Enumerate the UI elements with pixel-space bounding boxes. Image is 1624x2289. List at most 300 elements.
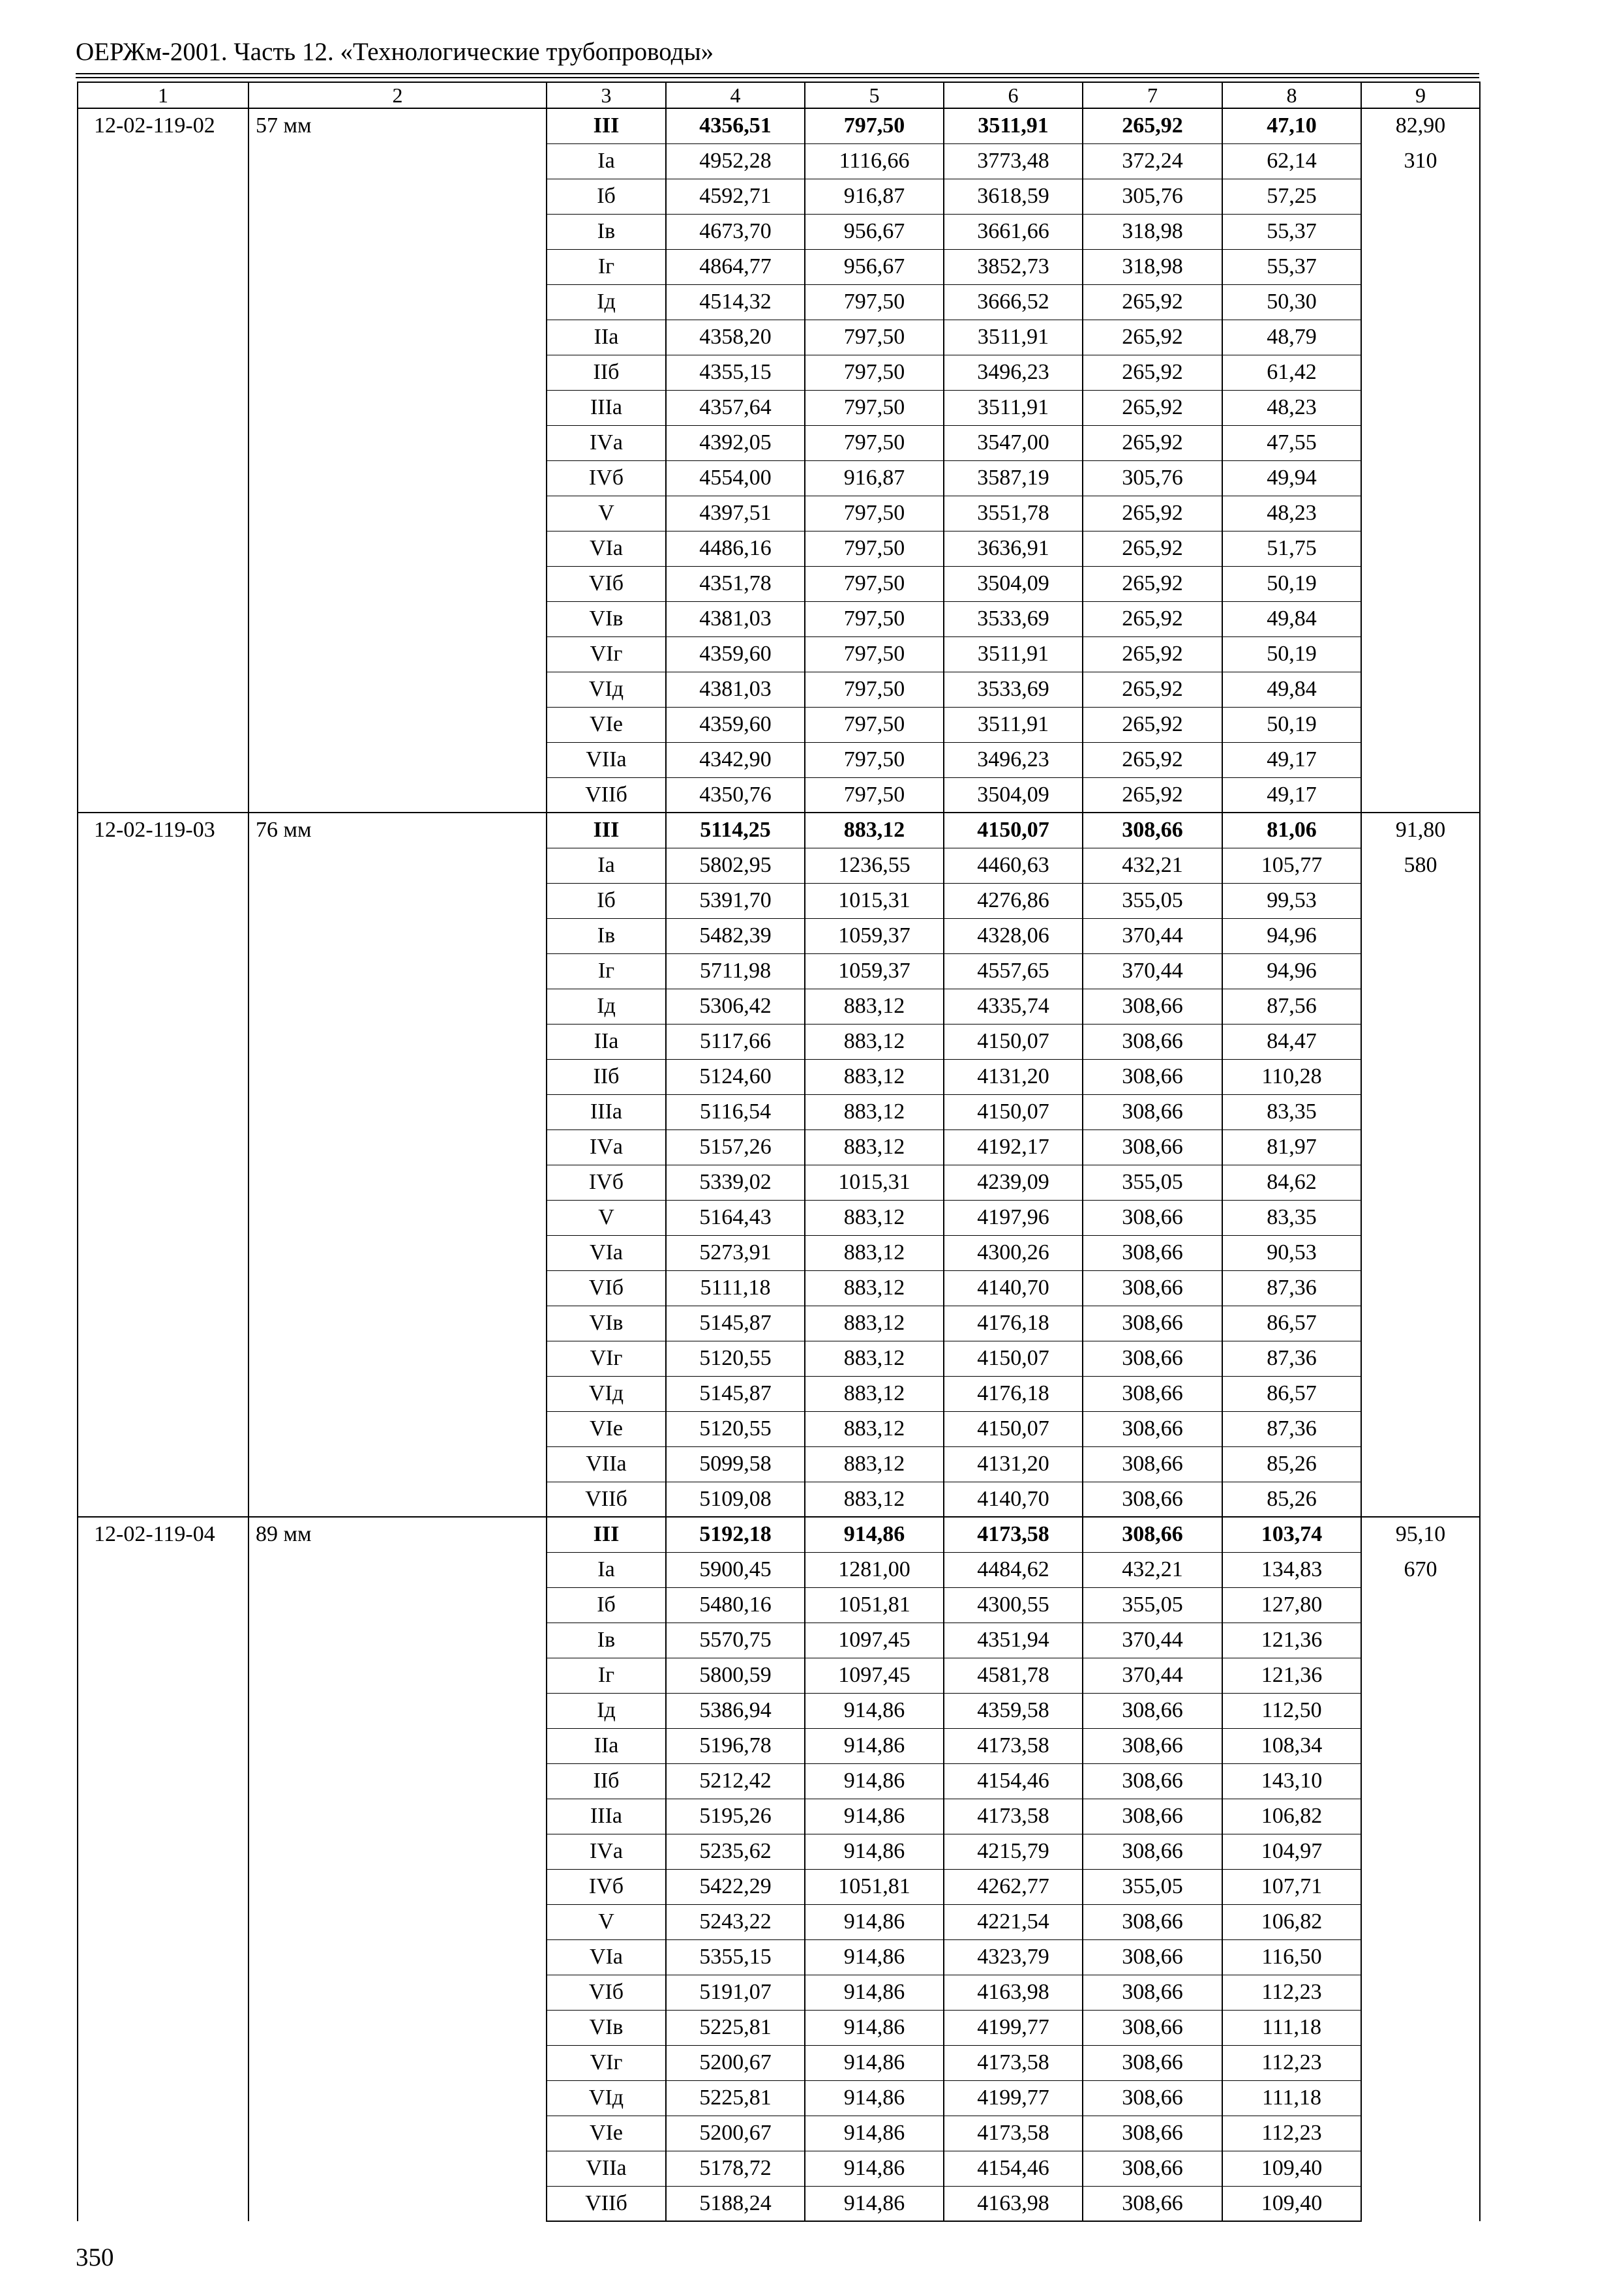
- region-zone: Iв: [547, 918, 666, 953]
- operator-labor-cost: 432,21: [1083, 848, 1222, 883]
- operator-labor-cost: 308,66: [1083, 1446, 1222, 1482]
- material-cost: 134,83: [1222, 1552, 1361, 1587]
- material-cost: 94,96: [1222, 918, 1361, 953]
- labor-cost: 883,12: [805, 1482, 944, 1517]
- region-zone: IVб: [547, 1869, 666, 1904]
- pipe-diameter: 89 мм: [248, 1517, 547, 2221]
- labor-cost: 797,50: [805, 320, 944, 355]
- total-cost: 5109,08: [666, 1482, 805, 1517]
- material-cost: 103,74: [1222, 1517, 1361, 1552]
- machine-cost: 4150,07: [944, 1411, 1083, 1446]
- machine-cost: 3504,09: [944, 777, 1083, 813]
- operator-labor-cost: 308,66: [1083, 813, 1222, 848]
- material-cost: 127,80: [1222, 1587, 1361, 1623]
- page-number: 350: [76, 2243, 114, 2271]
- labor-cost: 797,50: [805, 601, 944, 636]
- machine-cost: 4328,06: [944, 918, 1083, 953]
- column-number: 5: [805, 82, 944, 108]
- labor-cost: 797,50: [805, 284, 944, 320]
- labor-and-machine-summary: [1361, 813, 1480, 1517]
- material-cost: 55,37: [1222, 214, 1361, 249]
- region-zone: VIг: [547, 1341, 666, 1376]
- material-cost: 90,53: [1222, 1235, 1361, 1270]
- total-cost: 5391,70: [666, 883, 805, 918]
- material-cost: 112,23: [1222, 2116, 1361, 2151]
- region-zone: Iв: [547, 214, 666, 249]
- material-cost: 121,36: [1222, 1658, 1361, 1693]
- operator-labor-cost: 308,66: [1083, 1376, 1222, 1411]
- operator-labor-cost: 372,24: [1083, 143, 1222, 179]
- operator-labor-cost: 308,66: [1083, 2045, 1222, 2080]
- total-cost: 5482,39: [666, 918, 805, 953]
- material-cost: 85,26: [1222, 1482, 1361, 1517]
- machine-cost: 3504,09: [944, 566, 1083, 601]
- labor-cost: 1116,66: [805, 143, 944, 179]
- material-cost: 86,57: [1222, 1306, 1361, 1341]
- total-cost: 5200,67: [666, 2116, 805, 2151]
- machine-cost: 4300,55: [944, 1587, 1083, 1623]
- total-cost: 4397,51: [666, 496, 805, 531]
- region-zone: III: [547, 813, 666, 848]
- material-cost: 81,97: [1222, 1130, 1361, 1165]
- operator-labor-cost: 308,66: [1083, 989, 1222, 1024]
- region-zone: Iг: [547, 953, 666, 989]
- operator-labor-cost: 265,92: [1083, 531, 1222, 566]
- labor-cost: 1281,00: [805, 1552, 944, 1587]
- machine-cost: 3661,66: [944, 214, 1083, 249]
- region-zone: III: [547, 108, 666, 143]
- labor-cost: 1051,81: [805, 1869, 944, 1904]
- operator-labor-cost: 355,05: [1083, 1165, 1222, 1200]
- labor-cost: 797,50: [805, 672, 944, 707]
- region-zone: Iа: [547, 143, 666, 179]
- labor-cost: 883,12: [805, 1341, 944, 1376]
- labor-cost: 914,86: [805, 1904, 944, 1939]
- operator-labor-cost: 265,92: [1083, 707, 1222, 742]
- total-cost: 5422,29: [666, 1869, 805, 1904]
- region-zone: VIIб: [547, 2186, 666, 2221]
- total-cost: 5212,42: [666, 1763, 805, 1799]
- operator-labor-cost: 308,66: [1083, 1904, 1222, 1939]
- machine-cost: 4173,58: [944, 2045, 1083, 2080]
- machine-cost: 4581,78: [944, 1658, 1083, 1693]
- mass-value: 310: [1404, 149, 1437, 173]
- header-rule-top: [76, 73, 1479, 74]
- labor-cost: 883,12: [805, 1024, 944, 1059]
- total-cost: 5802,95: [666, 848, 805, 883]
- material-cost: 49,17: [1222, 742, 1361, 777]
- machine-cost: 3636,91: [944, 531, 1083, 566]
- operator-labor-cost: 308,66: [1083, 1306, 1222, 1341]
- machine-cost: 3496,23: [944, 742, 1083, 777]
- machine-cost: 3511,91: [944, 320, 1083, 355]
- table-row: [78, 1517, 1480, 1552]
- material-cost: 48,23: [1222, 496, 1361, 531]
- total-cost: 5191,07: [666, 1975, 805, 2010]
- region-zone: Iб: [547, 1587, 666, 1623]
- total-cost: 4350,76: [666, 777, 805, 813]
- labor-cost: 797,50: [805, 636, 944, 672]
- total-cost: 4351,78: [666, 566, 805, 601]
- total-cost: 5099,58: [666, 1446, 805, 1482]
- machine-cost: 4140,70: [944, 1482, 1083, 1517]
- machine-cost: 4323,79: [944, 1939, 1083, 1975]
- labor-cost: 883,12: [805, 1306, 944, 1341]
- machine-cost: 3547,00: [944, 425, 1083, 460]
- labor-cost: 914,86: [805, 2080, 944, 2116]
- rate-code: 12-02-119-04: [78, 1517, 248, 2221]
- labor-cost: 1236,55: [805, 848, 944, 883]
- region-zone: VIд: [547, 2080, 666, 2116]
- labor-cost: 883,12: [805, 1446, 944, 1482]
- total-cost: 5480,16: [666, 1587, 805, 1623]
- machine-cost: 3496,23: [944, 355, 1083, 390]
- material-cost: 121,36: [1222, 1623, 1361, 1658]
- total-cost: 5117,66: [666, 1024, 805, 1059]
- material-cost: 99,53: [1222, 883, 1361, 918]
- material-cost: 48,23: [1222, 390, 1361, 425]
- total-cost: 5188,24: [666, 2186, 805, 2221]
- region-zone: VIб: [547, 566, 666, 601]
- material-cost: 48,79: [1222, 320, 1361, 355]
- region-zone: IIа: [547, 320, 666, 355]
- material-cost: 84,47: [1222, 1024, 1361, 1059]
- total-cost: 5145,87: [666, 1306, 805, 1341]
- operator-labor-cost: 370,44: [1083, 1658, 1222, 1693]
- operator-labor-cost: 308,66: [1083, 1834, 1222, 1869]
- operator-labor-cost: 308,66: [1083, 2116, 1222, 2151]
- operator-labor-cost: 305,76: [1083, 179, 1222, 214]
- operator-labor-cost: 308,66: [1083, 1517, 1222, 1552]
- labor-cost: 797,50: [805, 390, 944, 425]
- operator-labor-cost: 308,66: [1083, 1024, 1222, 1059]
- rate-code: 12-02-119-03: [78, 813, 248, 1517]
- total-cost: 4342,90: [666, 742, 805, 777]
- total-cost: 5355,15: [666, 1939, 805, 1975]
- labor-cost: 914,86: [805, 1975, 944, 2010]
- column-number: 2: [248, 82, 547, 108]
- material-cost: 107,71: [1222, 1869, 1361, 1904]
- material-cost: 50,19: [1222, 636, 1361, 672]
- region-zone: Iд: [547, 1693, 666, 1728]
- operator-labor-cost: 308,66: [1083, 1270, 1222, 1306]
- region-zone: IIа: [547, 1728, 666, 1763]
- labor-cost: 797,50: [805, 355, 944, 390]
- mass-value: 580: [1404, 853, 1437, 877]
- labor-cost: 914,86: [805, 1834, 944, 1869]
- labor-cost: 956,67: [805, 249, 944, 284]
- machine-cost: 4192,17: [944, 1130, 1083, 1165]
- labor-cost: 797,50: [805, 425, 944, 460]
- labor-and-machine-summary: [1361, 108, 1480, 813]
- material-cost: 104,97: [1222, 1834, 1361, 1869]
- labor-cost: 797,50: [805, 707, 944, 742]
- labor-cost: 883,12: [805, 1200, 944, 1235]
- total-cost: 5145,87: [666, 1376, 805, 1411]
- operator-labor-cost: 355,05: [1083, 1869, 1222, 1904]
- machine-cost: 4154,46: [944, 2151, 1083, 2186]
- operator-labor-cost: 308,66: [1083, 2151, 1222, 2186]
- labor-cost: 883,12: [805, 1130, 944, 1165]
- machine-cost: 3666,52: [944, 284, 1083, 320]
- operator-labor-cost: 305,76: [1083, 460, 1222, 496]
- total-cost: 5235,62: [666, 1834, 805, 1869]
- column-number: 7: [1083, 82, 1222, 108]
- rates-table-body: [78, 82, 1480, 2221]
- machine-cost: 4131,20: [944, 1446, 1083, 1482]
- labor-cost: 797,50: [805, 566, 944, 601]
- total-cost: 5225,81: [666, 2010, 805, 2045]
- region-zone: VIв: [547, 1306, 666, 1341]
- region-zone: III: [547, 1517, 666, 1552]
- operator-labor-cost: 265,92: [1083, 390, 1222, 425]
- total-cost: 4392,05: [666, 425, 805, 460]
- labor-cost: 883,12: [805, 1411, 944, 1446]
- total-cost: 4514,32: [666, 284, 805, 320]
- region-zone: VIб: [547, 1270, 666, 1306]
- material-cost: 108,34: [1222, 1728, 1361, 1763]
- column-number: 8: [1222, 82, 1361, 108]
- operator-labor-cost: 308,66: [1083, 1235, 1222, 1270]
- labor-cost: 914,86: [805, 2010, 944, 2045]
- labor-cost: 914,86: [805, 2151, 944, 2186]
- material-cost: 87,36: [1222, 1270, 1361, 1306]
- material-cost: 111,18: [1222, 2010, 1361, 2045]
- material-cost: 55,37: [1222, 249, 1361, 284]
- machine-cost: 4150,07: [944, 1024, 1083, 1059]
- machine-cost: 3773,48: [944, 143, 1083, 179]
- total-cost: 5339,02: [666, 1165, 805, 1200]
- labor-and-machine-summary: [1361, 1517, 1480, 2221]
- region-zone: IIа: [547, 1024, 666, 1059]
- material-cost: 62,14: [1222, 143, 1361, 179]
- labor-cost: 956,67: [805, 214, 944, 249]
- labor-cost: 1059,37: [805, 918, 944, 953]
- region-zone: VIг: [547, 2045, 666, 2080]
- machine-cost: 4131,20: [944, 1059, 1083, 1094]
- total-cost: 5164,43: [666, 1200, 805, 1235]
- total-cost: 4381,03: [666, 672, 805, 707]
- operator-labor-cost: 308,66: [1083, 1059, 1222, 1094]
- material-cost: 49,84: [1222, 601, 1361, 636]
- region-zone: V: [547, 1200, 666, 1235]
- labor-cost: 914,86: [805, 2116, 944, 2151]
- operator-labor-cost: 265,92: [1083, 777, 1222, 813]
- labor-cost: 914,86: [805, 1517, 944, 1552]
- total-cost: 4952,28: [666, 143, 805, 179]
- machine-cost: 3618,59: [944, 179, 1083, 214]
- operator-labor-cost: 370,44: [1083, 918, 1222, 953]
- total-cost: 4357,64: [666, 390, 805, 425]
- operator-labor-cost: 308,66: [1083, 1341, 1222, 1376]
- region-zone: VIа: [547, 1235, 666, 1270]
- table-row: [78, 108, 1480, 143]
- region-zone: IIIа: [547, 1799, 666, 1834]
- column-number: 3: [547, 82, 666, 108]
- labor-cost: 914,86: [805, 1799, 944, 1834]
- material-cost: 84,62: [1222, 1165, 1361, 1200]
- machine-cost: 3511,91: [944, 636, 1083, 672]
- operator-labor-cost: 318,98: [1083, 214, 1222, 249]
- material-cost: 49,94: [1222, 460, 1361, 496]
- region-zone: IVб: [547, 460, 666, 496]
- operator-labor-cost: 265,92: [1083, 601, 1222, 636]
- labor-cost: 1015,31: [805, 883, 944, 918]
- machine-cost: 4176,18: [944, 1376, 1083, 1411]
- table-row: [78, 813, 1480, 848]
- total-cost: 5306,42: [666, 989, 805, 1024]
- machine-cost: 4276,86: [944, 883, 1083, 918]
- labor-cost: 883,12: [805, 1059, 944, 1094]
- header-rule-bottom: [76, 77, 1479, 78]
- labor-cost: 1059,37: [805, 953, 944, 989]
- machine-cost: 4150,07: [944, 1341, 1083, 1376]
- material-cost: 47,55: [1222, 425, 1361, 460]
- machine-cost: 4150,07: [944, 813, 1083, 848]
- labor-hours-value: 91,80: [1395, 818, 1446, 842]
- machine-cost: 4199,77: [944, 2010, 1083, 2045]
- material-cost: 116,50: [1222, 1939, 1361, 1975]
- total-cost: 5157,26: [666, 1130, 805, 1165]
- labor-cost: 914,86: [805, 1728, 944, 1763]
- material-cost: 57,25: [1222, 179, 1361, 214]
- machine-cost: 4351,94: [944, 1623, 1083, 1658]
- total-cost: 5711,98: [666, 953, 805, 989]
- region-zone: IIIа: [547, 390, 666, 425]
- total-cost: 5111,18: [666, 1270, 805, 1306]
- region-zone: IVа: [547, 425, 666, 460]
- region-zone: V: [547, 496, 666, 531]
- operator-labor-cost: 265,92: [1083, 320, 1222, 355]
- operator-labor-cost: 265,92: [1083, 742, 1222, 777]
- machine-cost: 4199,77: [944, 2080, 1083, 2116]
- total-cost: 4554,00: [666, 460, 805, 496]
- material-cost: 109,40: [1222, 2186, 1361, 2221]
- region-zone: VIIб: [547, 1482, 666, 1517]
- region-zone: Iг: [547, 249, 666, 284]
- region-zone: VIб: [547, 1975, 666, 2010]
- labor-cost: 883,12: [805, 1376, 944, 1411]
- machine-cost: 3551,78: [944, 496, 1083, 531]
- region-zone: IVб: [547, 1165, 666, 1200]
- machine-cost: 3587,19: [944, 460, 1083, 496]
- region-zone: IIб: [547, 1059, 666, 1094]
- region-zone: Iд: [547, 284, 666, 320]
- region-zone: V: [547, 1904, 666, 1939]
- total-cost: 5800,59: [666, 1658, 805, 1693]
- material-cost: 110,28: [1222, 1059, 1361, 1094]
- machine-cost: 4173,58: [944, 1728, 1083, 1763]
- region-zone: VIIа: [547, 2151, 666, 2186]
- labor-cost: 916,87: [805, 460, 944, 496]
- region-zone: VIе: [547, 707, 666, 742]
- machine-cost: 4154,46: [944, 1763, 1083, 1799]
- column-number-row: [78, 82, 1480, 108]
- operator-labor-cost: 308,66: [1083, 2080, 1222, 2116]
- labor-cost: 883,12: [805, 1235, 944, 1270]
- machine-cost: 4215,79: [944, 1834, 1083, 1869]
- column-number: 1: [78, 82, 248, 108]
- total-cost: 5273,91: [666, 1235, 805, 1270]
- region-zone: IIIа: [547, 1094, 666, 1130]
- labor-cost: 914,86: [805, 1693, 944, 1728]
- labor-cost: 883,12: [805, 1270, 944, 1306]
- operator-labor-cost: 308,66: [1083, 2010, 1222, 2045]
- operator-labor-cost: 265,92: [1083, 284, 1222, 320]
- material-cost: 106,82: [1222, 1799, 1361, 1834]
- labor-cost: 883,12: [805, 989, 944, 1024]
- operator-labor-cost: 265,92: [1083, 566, 1222, 601]
- material-cost: 105,77: [1222, 848, 1361, 883]
- labor-hours-value: 82,90: [1395, 113, 1446, 138]
- machine-cost: 3533,69: [944, 672, 1083, 707]
- labor-cost: 1097,45: [805, 1658, 944, 1693]
- material-cost: 81,06: [1222, 813, 1361, 848]
- total-cost: 4486,16: [666, 531, 805, 566]
- material-cost: 50,30: [1222, 284, 1361, 320]
- operator-labor-cost: 370,44: [1083, 953, 1222, 989]
- total-cost: 4355,15: [666, 355, 805, 390]
- machine-cost: 4239,09: [944, 1165, 1083, 1200]
- labor-cost: 1097,45: [805, 1623, 944, 1658]
- machine-cost: 4557,65: [944, 953, 1083, 989]
- total-cost: 5116,54: [666, 1094, 805, 1130]
- total-cost: 4359,60: [666, 636, 805, 672]
- total-cost: 5570,75: [666, 1623, 805, 1658]
- material-cost: 112,23: [1222, 1975, 1361, 2010]
- region-zone: Iб: [547, 179, 666, 214]
- total-cost: 4592,71: [666, 179, 805, 214]
- machine-cost: 4140,70: [944, 1270, 1083, 1306]
- operator-labor-cost: 308,66: [1083, 1411, 1222, 1446]
- material-cost: 61,42: [1222, 355, 1361, 390]
- labor-cost: 797,50: [805, 742, 944, 777]
- machine-cost: 4163,98: [944, 1975, 1083, 2010]
- region-zone: Iа: [547, 1552, 666, 1587]
- material-cost: 86,57: [1222, 1376, 1361, 1411]
- labor-cost: 914,86: [805, 2045, 944, 2080]
- operator-labor-cost: 265,92: [1083, 355, 1222, 390]
- machine-cost: 4300,26: [944, 1235, 1083, 1270]
- material-cost: 94,96: [1222, 953, 1361, 989]
- machine-cost: 4221,54: [944, 1904, 1083, 1939]
- total-cost: 5386,94: [666, 1693, 805, 1728]
- total-cost: 5178,72: [666, 2151, 805, 2186]
- labor-cost: 1015,31: [805, 1165, 944, 1200]
- machine-cost: 3511,91: [944, 390, 1083, 425]
- material-cost: 85,26: [1222, 1446, 1361, 1482]
- machine-cost: 4163,98: [944, 2186, 1083, 2221]
- total-cost: 4673,70: [666, 214, 805, 249]
- material-cost: 143,10: [1222, 1763, 1361, 1799]
- material-cost: 87,36: [1222, 1341, 1361, 1376]
- region-zone: Iв: [547, 1623, 666, 1658]
- total-cost: 4358,20: [666, 320, 805, 355]
- total-cost: 5124,60: [666, 1059, 805, 1094]
- material-cost: 47,10: [1222, 108, 1361, 143]
- material-cost: 87,36: [1222, 1411, 1361, 1446]
- region-zone: VIе: [547, 2116, 666, 2151]
- operator-labor-cost: 308,66: [1083, 1200, 1222, 1235]
- material-cost: 51,75: [1222, 531, 1361, 566]
- material-cost: 106,82: [1222, 1904, 1361, 1939]
- material-cost: 49,84: [1222, 672, 1361, 707]
- machine-cost: 3511,91: [944, 707, 1083, 742]
- labor-cost: 883,12: [805, 813, 944, 848]
- operator-labor-cost: 308,66: [1083, 1799, 1222, 1834]
- material-cost: 112,50: [1222, 1693, 1361, 1728]
- machine-cost: 3511,91: [944, 108, 1083, 143]
